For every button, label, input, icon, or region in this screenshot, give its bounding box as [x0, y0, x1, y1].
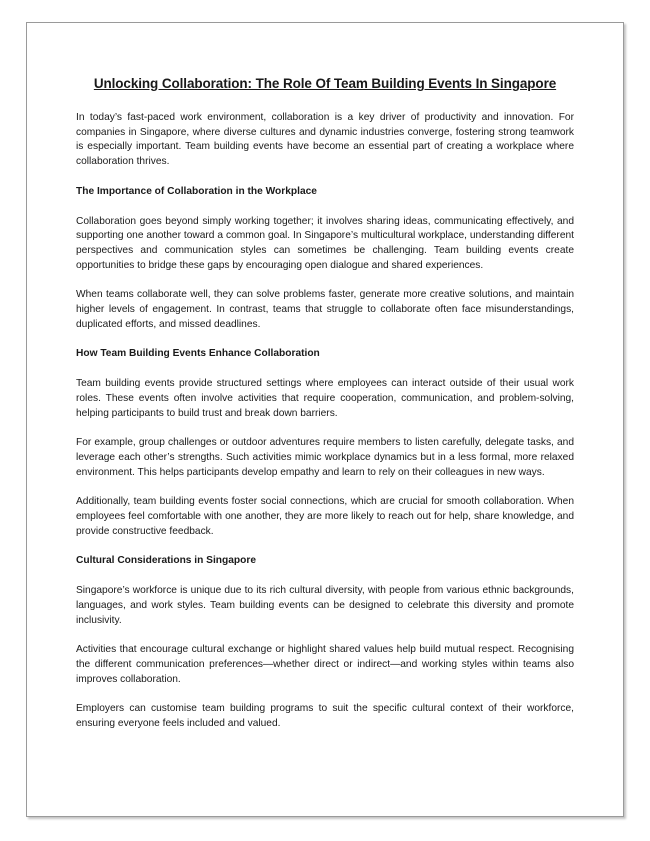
paragraph: Collaboration goes beyond simply working together; it involves sharing ideas, communicating effectively, and supporting one another toward a common goal. In Singapore’s multicultural workplace, understanding different perspectives and communication styles can sometimes be challenging. Team building events create opportunities to bridge these gaps by encouraging open dialogue and shared experiences. [76, 215, 574, 271]
section-heading-cultural: Cultural Considerations in Singapore [76, 555, 256, 567]
document-content [76, 76, 574, 747]
paragraph: For example, group challenges or outdoor adventures require members to listen carefully, delegate tasks, and leverage each other’s strengths. Such activities mimic workplace dynamics but in a less formal, more relaxed environment. This helps participants develop empathy and learn to rely on their colleagues in new ways. [76, 437, 574, 478]
paragraph: Additionally, team building events foster social connections, which are crucial for smooth collaboration. When employees feel comfortable with one another, they are more likely to reach out for help, share knowledge, and provide constructive feedback. [76, 496, 574, 537]
section-heading-enhance: How Team Building Events Enhance Collaboration [76, 348, 320, 360]
paragraph: Employers can customise team building programs to suit the specific cultural context of their workforce, ensuring everyone feels included and valued. [76, 703, 574, 730]
document-title: Unlocking Collaboration: The Role Of Team Building Events In Singapore [93, 76, 557, 91]
intro-paragraph: In today’s fast-paced work environment, collaboration is a key driver of productivity and innovation. For companies in Singapore, where diverse cultures and dynamic industries converge, fostering strong teamwork is especially important. Team building events have become an essential part of creating a workplace where collaboration thrives. [76, 112, 574, 168]
section-heading-importance: The Importance of Collaboration in the Workplace [76, 185, 317, 197]
paragraph: Singapore’s workforce is unique due to its rich cultural diversity, with people from various ethnic backgrounds, languages, and work styles. Team building events can be designed to celebrate this diversity and promote inclusivity. [76, 585, 574, 626]
paragraph: When teams collaborate well, they can solve problems faster, generate more creative solutions, and maintain higher levels of engagement. In contrast, teams that struggle to collaborate often face misunderstandings, duplicated efforts, and missed deadlines. [76, 289, 574, 330]
paragraph: Team building events provide structured settings where employees can interact outside of their usual work roles. These events often involve activities that require cooperation, communication, and problem-solving, helping participants to build trust and break down barriers. [76, 378, 574, 419]
paragraph: Activities that encourage cultural exchange or highlight shared values help build mutual respect. Recognising the different communication preferences—whether direct or indirect—and working styles within teams also improves collaboration. [76, 644, 574, 685]
